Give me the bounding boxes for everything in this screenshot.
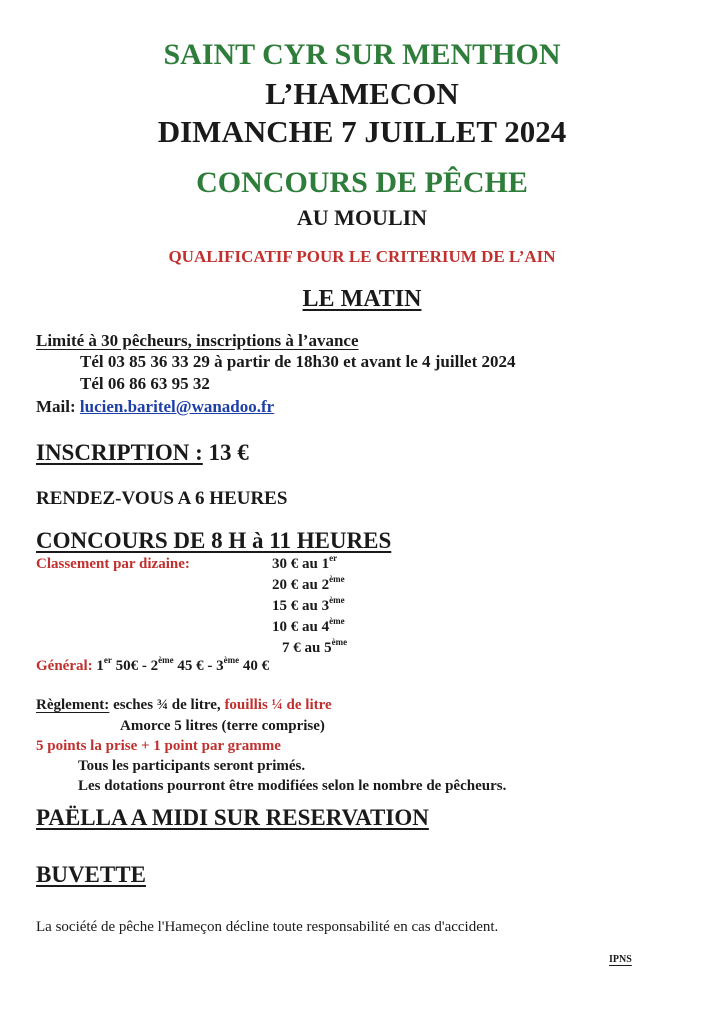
phone-2: Tél 06 86 63 95 32 <box>80 374 210 393</box>
points-text: 5 points la prise + 1 point par gramme <box>36 738 281 754</box>
paella-title: PAËLLA A MIDI SUR RESERVATION <box>36 805 429 830</box>
prize-row: 7 € au 5ème <box>282 637 348 656</box>
location-title: AU MOULIN <box>296 205 428 230</box>
town-title: SAINT CYR SUR MENTHON <box>163 38 561 71</box>
groundbait-text: Amorce 5 litres (terre comprise) <box>120 718 325 734</box>
mail-line <box>36 397 274 417</box>
registration-label: INSCRIPTION : <box>36 440 203 465</box>
allocation-text: Les dotations pourront être modifiées selon le nombre de pêcheurs. <box>78 778 507 794</box>
contest-title: CONCOURS DE 8 H à 11 HEURES <box>36 528 392 553</box>
prize-row: 10 € au 4ème <box>272 616 345 635</box>
general-line: Général: 1er 50€ - 2ème 45 € - 3ème 40 € <box>36 655 270 674</box>
prize-row: 30 € au 1er <box>272 553 338 572</box>
all-prized-text: Tous les participants seront primés. <box>78 758 306 774</box>
disclaimer-text: La société de pêche l'Hameçon décline toute responsabilité en cas d'accident. <box>36 919 499 935</box>
ranking-label: Classement par dizaine: <box>36 556 190 572</box>
morning-title: LE MATIN <box>302 286 422 312</box>
limit-text: Limité à 30 pêcheurs, inscriptions à l’avance <box>36 331 359 350</box>
registration-price: 13 € <box>208 440 249 465</box>
event-title: CONCOURS DE PÊCHE <box>196 166 528 199</box>
rules-line: Règlement: esches ¾ de litre, fouillis ¼ de litre <box>36 697 332 713</box>
date-title: DIMANCHE 7 JUILLET 2024 <box>157 114 567 149</box>
meeting-text: RENDEZ-VOUS A 6 HEURES <box>36 488 288 509</box>
bar-title: BUVETTE <box>36 862 146 887</box>
prize-row: 15 € au 3ème <box>272 595 345 614</box>
mail-link[interactable]: lucien.baritel@wanadoo.fr <box>79 397 275 416</box>
general-label: Général: <box>36 658 93 674</box>
mail-label: Mail: <box>36 397 76 416</box>
rules-label: Règlement: <box>36 697 110 713</box>
fouillis-text: fouillis ¼ de litre <box>224 697 332 713</box>
registration-line <box>36 440 249 466</box>
phone-1: Tél 03 85 36 33 29 à partir de 18h30 et avant le 4 juillet 2024 <box>80 352 516 371</box>
prize-row: 20 € au 2ème <box>272 574 345 593</box>
venue-title: L’HAMECON <box>265 76 459 111</box>
footer-ipns: IPNS <box>609 954 632 965</box>
qualifier-text: QUALIFICATIF POUR LE CRITERIUM DE L’AIN <box>168 247 556 266</box>
